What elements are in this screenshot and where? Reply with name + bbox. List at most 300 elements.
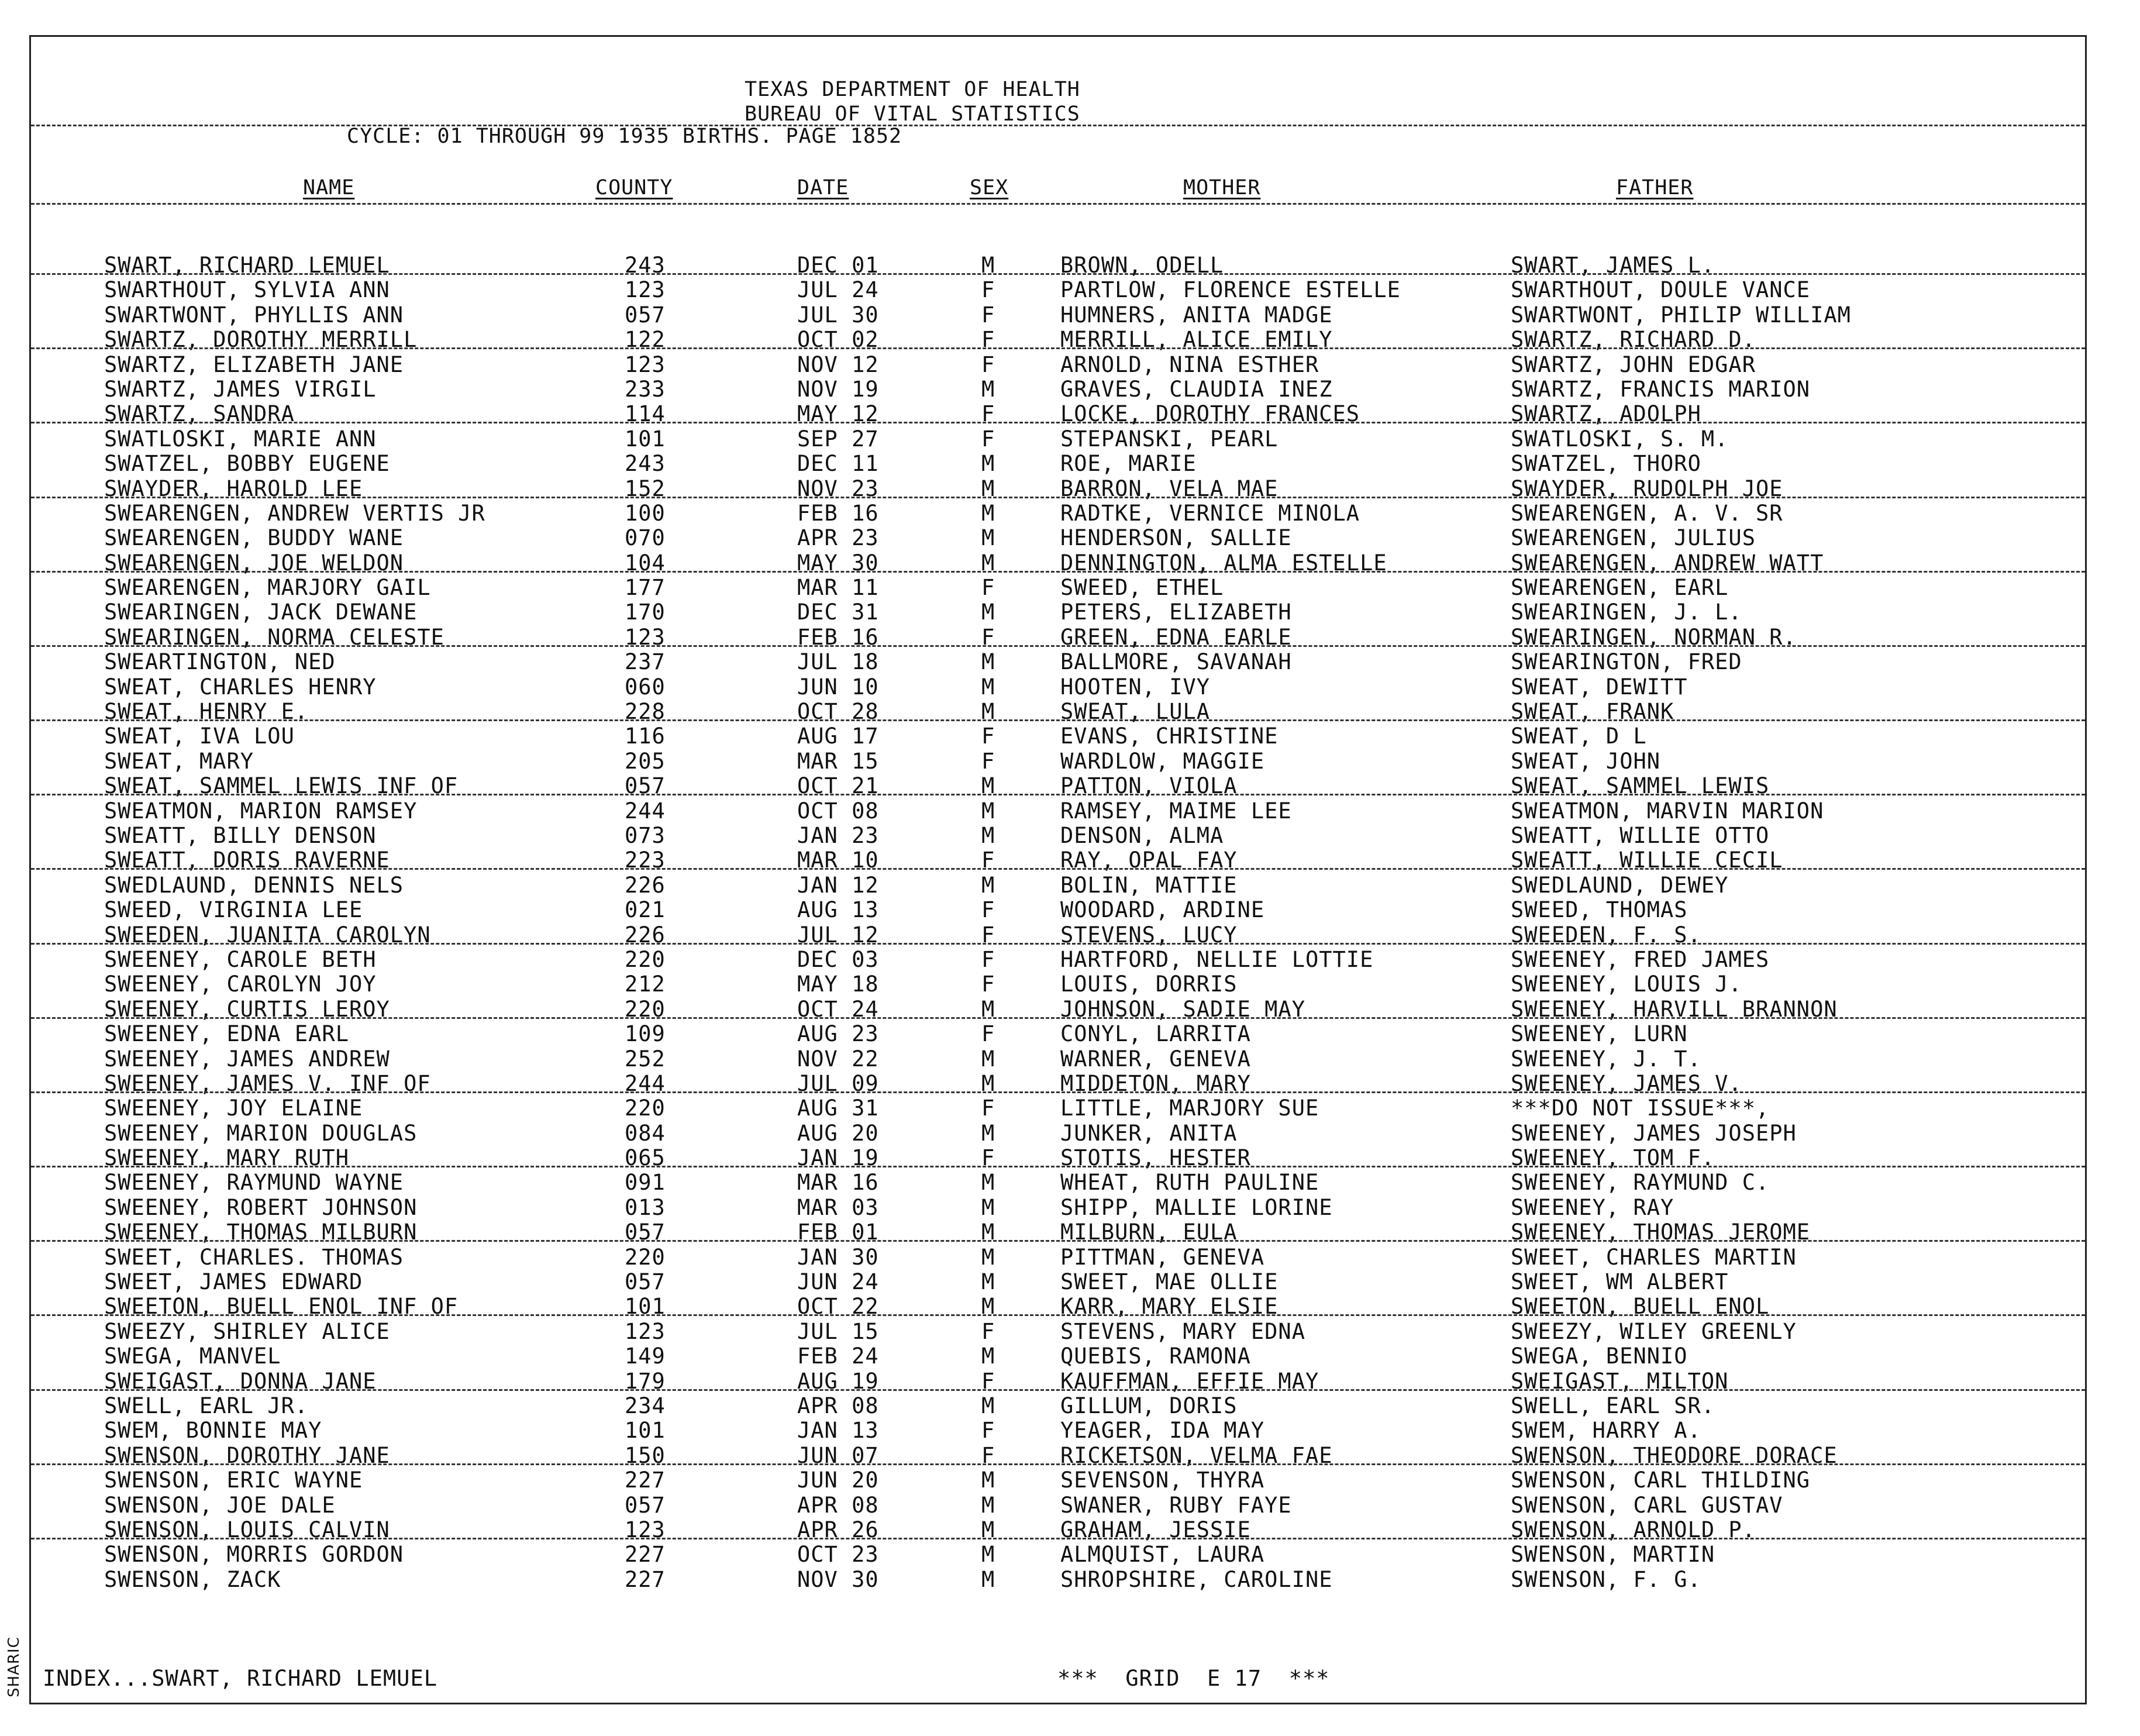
record-sex: M bbox=[981, 1393, 995, 1418]
record-father: SWEEZY, WILEY GREENLY bbox=[1511, 1318, 1797, 1344]
record-mother: PITTMAN, GENEVA bbox=[1060, 1244, 1265, 1270]
bureau-title: BUREAU OF VITAL STATISTICS bbox=[745, 102, 1080, 126]
column-header-sex: SEX bbox=[970, 176, 1009, 199]
record-mother: HUMNERS, ANITA MADGE bbox=[1060, 302, 1333, 328]
birth-records-list bbox=[31, 253, 2085, 1592]
record-name: SWAYDER, HAROLD LEE bbox=[104, 476, 363, 501]
record-date: JUN 10 bbox=[797, 674, 879, 700]
record-date: AUG 23 bbox=[797, 1021, 879, 1047]
record-date: AUG 17 bbox=[797, 724, 879, 749]
record-mother: STEVENS, LUCY bbox=[1060, 922, 1238, 948]
record-mother: BROWN, ODELL bbox=[1060, 253, 1224, 278]
record-county: 227 bbox=[625, 1542, 666, 1568]
record-county: 244 bbox=[625, 1070, 666, 1096]
record-county: 123 bbox=[625, 624, 666, 650]
record-name: SWEDLAUND, DENNIS NELS bbox=[104, 872, 404, 898]
column-header-county: COUNTY bbox=[595, 176, 673, 199]
record-county: 244 bbox=[625, 798, 666, 824]
record-date: AUG 13 bbox=[797, 897, 879, 923]
record-name: SWEATT, BILLY DENSON bbox=[104, 822, 377, 848]
record-sex: F bbox=[981, 302, 995, 328]
record-mother: MIDDETON, MARY bbox=[1060, 1070, 1251, 1096]
record-mother: GILLUM, DORIS bbox=[1060, 1393, 1238, 1418]
record-mother: WARNER, GENEVA bbox=[1060, 1046, 1251, 1072]
record-row bbox=[31, 1320, 2085, 1344]
record-mother: JUNKER, ANITA bbox=[1060, 1120, 1238, 1146]
record-sex: M bbox=[981, 1468, 995, 1493]
record-date: JAN 19 bbox=[797, 1145, 879, 1171]
record-mother: EVANS, CHRISTINE bbox=[1060, 724, 1279, 749]
record-father: SWART, JAMES L. bbox=[1511, 253, 1715, 278]
record-county: 220 bbox=[625, 1244, 666, 1270]
record-name: SWEARTINGTON, NED bbox=[104, 649, 336, 675]
record-father: SWEAT, D L bbox=[1511, 724, 1647, 749]
record-row bbox=[31, 1170, 2085, 1195]
record-mother: SWEED, ETHEL bbox=[1060, 575, 1224, 601]
record-row bbox=[31, 1220, 2085, 1245]
record-name: SWARTZ, JAMES VIRGIL bbox=[104, 376, 377, 402]
record-sex: M bbox=[981, 1120, 995, 1146]
record-sex: F bbox=[981, 1145, 995, 1171]
record-father: SWEENEY, JAMES V. bbox=[1511, 1070, 1742, 1096]
record-father: SWEETON, BUELL ENOL bbox=[1511, 1294, 1770, 1320]
record-county: 243 bbox=[625, 451, 666, 477]
record-row bbox=[31, 997, 2085, 1022]
record-father: SWEARINGEN, J. L. bbox=[1511, 600, 1742, 625]
record-row bbox=[31, 1245, 2085, 1270]
record-row bbox=[31, 650, 2085, 674]
record-mother: BOLIN, MATTIE bbox=[1060, 872, 1238, 898]
record-county: 091 bbox=[625, 1170, 666, 1196]
record-father: SWEENEY, LOUIS J. bbox=[1511, 972, 1742, 997]
record-row bbox=[31, 551, 2085, 576]
record-county: 205 bbox=[625, 748, 666, 774]
record-sex: M bbox=[981, 1244, 995, 1270]
record-father: SWARTZ, JOHN EDGAR bbox=[1511, 352, 1756, 377]
record-date: AUG 31 bbox=[797, 1096, 879, 1121]
record-row bbox=[31, 1369, 2085, 1394]
record-name: SWEENEY, MARION DOUGLAS bbox=[104, 1120, 418, 1146]
record-name: SWENSON, MORRIS GORDON bbox=[104, 1542, 404, 1568]
record-county: 057 bbox=[625, 1269, 666, 1295]
record-date: NOV 30 bbox=[797, 1566, 879, 1592]
record-mother: JOHNSON, SADIE MAY bbox=[1060, 996, 1305, 1022]
record-date: JUN 20 bbox=[797, 1468, 879, 1493]
record-name: SWEAT, HENRY E. bbox=[104, 699, 309, 725]
record-row bbox=[31, 427, 2085, 452]
record-father: SWEARENGEN, A. V. SR bbox=[1511, 500, 1783, 526]
record-sex: F bbox=[981, 327, 995, 353]
record-date: FEB 16 bbox=[797, 500, 879, 526]
record-row bbox=[31, 501, 2085, 526]
record-name: SWEENEY, JOY ELAINE bbox=[104, 1096, 363, 1121]
record-date: JAN 23 bbox=[797, 822, 879, 848]
record-father: SWEED, THOMAS bbox=[1511, 897, 1688, 923]
record-county: 152 bbox=[625, 476, 666, 501]
record-row bbox=[31, 625, 2085, 650]
record-row bbox=[31, 576, 2085, 600]
record-name: SWEARINGEN, JACK DEWANE bbox=[104, 600, 418, 625]
record-sex: M bbox=[981, 1194, 995, 1220]
record-name: SWEENEY, JAMES ANDREW bbox=[104, 1046, 390, 1072]
record-date: APR 23 bbox=[797, 525, 879, 551]
column-header-rule bbox=[31, 203, 2085, 205]
record-date: FEB 01 bbox=[797, 1220, 879, 1245]
record-mother: RAY, OPAL FAY bbox=[1060, 848, 1238, 873]
record-county: 226 bbox=[625, 872, 666, 898]
record-row bbox=[31, 253, 2085, 278]
record-row bbox=[31, 278, 2085, 302]
record-father: SWEIGAST, MILTON bbox=[1511, 1368, 1729, 1394]
record-date: NOV 22 bbox=[797, 1046, 879, 1072]
grid-footer: *** GRID E 17 *** bbox=[1057, 1666, 1330, 1691]
record-county: 220 bbox=[625, 946, 666, 972]
record-sex: M bbox=[981, 1344, 995, 1369]
record-father: SWEATT, WILLIE CECIL bbox=[1511, 848, 1783, 873]
record-father: SWEARINGTON, FRED bbox=[1511, 649, 1742, 675]
column-header-mother: MOTHER bbox=[1183, 176, 1261, 199]
record-mother: STEVENS, MARY EDNA bbox=[1060, 1318, 1305, 1344]
record-sex: M bbox=[981, 1566, 995, 1592]
record-father: SWENSON, MARTIN bbox=[1511, 1542, 1715, 1568]
record-date: MAR 03 bbox=[797, 1194, 879, 1220]
header-rule bbox=[31, 125, 2085, 126]
record-father: ***DO NOT ISSUE***, bbox=[1511, 1096, 1770, 1121]
column-header-name: NAME bbox=[303, 176, 355, 199]
record-sex: F bbox=[981, 1096, 995, 1121]
record-mother: SHROPSHIRE, CAROLINE bbox=[1060, 1566, 1333, 1592]
record-name: SWEENEY, MARY RUTH bbox=[104, 1145, 349, 1171]
record-county: 123 bbox=[625, 277, 666, 303]
record-father: SWEENEY, TOM F. bbox=[1511, 1145, 1715, 1171]
record-father: SWEENEY, JAMES JOSEPH bbox=[1511, 1120, 1797, 1146]
record-mother: SEVENSON, THYRA bbox=[1060, 1468, 1265, 1493]
record-county: 101 bbox=[625, 1294, 666, 1320]
record-name: SWEEDEN, JUANITA CAROLYN bbox=[104, 922, 431, 948]
record-county: 073 bbox=[625, 822, 666, 848]
record-mother: STOTIS, HESTER bbox=[1060, 1145, 1251, 1171]
record-mother: LITTLE, MARJORY SUE bbox=[1060, 1096, 1319, 1121]
record-county: 228 bbox=[625, 699, 666, 725]
record-sex: F bbox=[981, 1318, 995, 1344]
record-name: SWEENEY, RAYMUND WAYNE bbox=[104, 1170, 404, 1196]
record-county: 021 bbox=[625, 897, 666, 923]
department-title: TEXAS DEPARTMENT OF HEALTH bbox=[745, 78, 1080, 101]
record-county: 100 bbox=[625, 500, 666, 526]
record-sex: M bbox=[981, 1517, 995, 1542]
record-county: 226 bbox=[625, 922, 666, 948]
record-row bbox=[31, 873, 2085, 898]
record-row bbox=[31, 774, 2085, 798]
record-father: SWEARINGEN, NORMAN R. bbox=[1511, 624, 1797, 650]
record-father: SWEAT, JOHN bbox=[1511, 748, 1661, 774]
record-sex: F bbox=[981, 1442, 995, 1468]
index-page bbox=[29, 35, 2087, 1704]
record-county: 223 bbox=[625, 848, 666, 873]
record-county: 101 bbox=[625, 426, 666, 452]
record-row bbox=[31, 898, 2085, 922]
record-name: SWEENEY, JAMES V. INF OF bbox=[104, 1070, 431, 1096]
record-name: SWEARENGEN, JOE WELDON bbox=[104, 550, 404, 576]
record-name: SWATLOSKI, MARIE ANN bbox=[104, 426, 377, 452]
record-date: OCT 02 bbox=[797, 327, 879, 353]
record-mother: SWANER, RUBY FAYE bbox=[1060, 1492, 1292, 1518]
record-name: SWEARENGEN, MARJORY GAIL bbox=[104, 575, 431, 601]
record-name: SWEENEY, CAROLYN JOY bbox=[104, 972, 377, 997]
record-row bbox=[31, 526, 2085, 550]
record-father: SWEENEY, RAYMUND C. bbox=[1511, 1170, 1770, 1196]
record-date: APR 08 bbox=[797, 1492, 879, 1518]
record-county: 227 bbox=[625, 1566, 666, 1592]
record-name: SWEARENGEN, ANDREW VERTIS JR bbox=[104, 500, 485, 526]
record-name: SWEATMON, MARION RAMSEY bbox=[104, 798, 418, 824]
record-mother: HARTFORD, NELLIE LOTTIE bbox=[1060, 946, 1374, 972]
record-mother: SHIPP, MALLIE LORINE bbox=[1060, 1194, 1333, 1220]
record-name: SWEED, VIRGINIA LEE bbox=[104, 897, 363, 923]
record-county: 212 bbox=[625, 972, 666, 997]
record-name: SWEENEY, ROBERT JOHNSON bbox=[104, 1194, 418, 1220]
record-mother: HOOTEN, IVY bbox=[1060, 674, 1211, 700]
record-row bbox=[31, 1196, 2085, 1220]
record-father: SWEARENGEN, JULIUS bbox=[1511, 525, 1756, 551]
record-date: AUG 19 bbox=[797, 1368, 879, 1394]
record-mother: WOODARD, ARDINE bbox=[1060, 897, 1265, 923]
record-row bbox=[31, 700, 2085, 724]
record-name: SWEAT, CHARLES HENRY bbox=[104, 674, 377, 700]
record-row bbox=[31, 303, 2085, 328]
record-sex: M bbox=[981, 773, 995, 799]
record-county: 149 bbox=[625, 1344, 666, 1369]
record-father: SWARTZ, ADOLPH bbox=[1511, 401, 1701, 427]
record-name: SWEAT, SAMMEL LEWIS INF OF bbox=[104, 773, 459, 799]
record-date: DEC 31 bbox=[797, 600, 879, 625]
record-sex: F bbox=[981, 972, 995, 997]
record-date: OCT 23 bbox=[797, 1542, 879, 1568]
record-name: SWEIGAST, DONNA JANE bbox=[104, 1368, 377, 1394]
record-father: SWEARENGEN, EARL bbox=[1511, 575, 1729, 601]
record-date: JUL 15 bbox=[797, 1318, 879, 1344]
record-row bbox=[31, 1096, 2085, 1121]
record-mother: ROE, MARIE bbox=[1060, 451, 1197, 477]
record-mother: PETERS, ELIZABETH bbox=[1060, 600, 1292, 625]
record-date: MAR 10 bbox=[797, 848, 879, 873]
record-date: JUL 30 bbox=[797, 302, 879, 328]
record-father: SWEDLAUND, DEWEY bbox=[1511, 872, 1729, 898]
record-sex: F bbox=[981, 426, 995, 452]
record-sex: M bbox=[981, 1070, 995, 1096]
record-row bbox=[31, 948, 2085, 972]
record-county: 057 bbox=[625, 773, 666, 799]
record-father: SWEENEY, HARVILL BRANNON bbox=[1511, 996, 1838, 1022]
record-sex: M bbox=[981, 550, 995, 576]
record-county: 150 bbox=[625, 1442, 666, 1468]
record-sex: F bbox=[981, 1021, 995, 1047]
record-county: 123 bbox=[625, 1318, 666, 1344]
record-row bbox=[31, 1121, 2085, 1146]
record-sex: F bbox=[981, 1368, 995, 1394]
record-sex: M bbox=[981, 500, 995, 526]
record-sex: F bbox=[981, 922, 995, 948]
record-father: SWARTZ, FRANCIS MARION bbox=[1511, 376, 1811, 402]
record-sex: M bbox=[981, 1294, 995, 1320]
record-county: 057 bbox=[625, 1220, 666, 1245]
record-father: SWARTZ, RICHARD D. bbox=[1511, 327, 1756, 353]
record-county: 116 bbox=[625, 724, 666, 749]
column-header-father: FATHER bbox=[1616, 176, 1694, 199]
record-sex: M bbox=[981, 674, 995, 700]
record-date: JUN 07 bbox=[797, 1442, 879, 1468]
record-name: SWENSON, LOUIS CALVIN bbox=[104, 1517, 390, 1542]
cycle-line: CYCLE: 01 THROUGH 99 1935 BIRTHS. PAGE 1852 bbox=[347, 125, 902, 148]
record-county: 234 bbox=[625, 1393, 666, 1418]
record-name: SWARTZ, ELIZABETH JANE bbox=[104, 352, 404, 377]
record-father: SWEEDEN, F. S. bbox=[1511, 922, 1701, 948]
record-mother: QUEBIS, RAMONA bbox=[1060, 1344, 1251, 1369]
record-row bbox=[31, 1568, 2085, 1592]
record-date: FEB 24 bbox=[797, 1344, 879, 1369]
record-mother: LOUIS, DORRIS bbox=[1060, 972, 1238, 997]
record-mother: PATTON, VIOLA bbox=[1060, 773, 1238, 799]
record-mother: LOCKE, DOROTHY FRANCES bbox=[1060, 401, 1360, 427]
record-sex: F bbox=[981, 897, 995, 923]
record-date: JUL 24 bbox=[797, 277, 879, 303]
record-name: SWEAT, MARY bbox=[104, 748, 254, 774]
record-date: APR 26 bbox=[797, 1517, 879, 1542]
record-row bbox=[31, 377, 2085, 402]
record-county: 220 bbox=[625, 996, 666, 1022]
record-row bbox=[31, 799, 2085, 824]
record-name: SWEENEY, CURTIS LEROY bbox=[104, 996, 390, 1022]
record-mother: HENDERSON, SALLIE bbox=[1060, 525, 1292, 551]
record-row bbox=[31, 848, 2085, 873]
record-father: SWEET, WM ALBERT bbox=[1511, 1269, 1729, 1295]
record-row bbox=[31, 1542, 2085, 1567]
record-name: SWART, RICHARD LEMUEL bbox=[104, 253, 390, 278]
record-row bbox=[31, 402, 2085, 426]
record-sex: F bbox=[981, 401, 995, 427]
record-father: SWEARENGEN, ANDREW WATT bbox=[1511, 550, 1824, 576]
record-county: 109 bbox=[625, 1021, 666, 1047]
record-mother: RADTKE, VERNICE MINOLA bbox=[1060, 500, 1360, 526]
record-row bbox=[31, 353, 2085, 377]
record-county: 070 bbox=[625, 525, 666, 551]
record-sex: M bbox=[981, 649, 995, 675]
record-sex: M bbox=[981, 525, 995, 551]
record-mother: CONYL, LARRITA bbox=[1060, 1021, 1251, 1047]
record-date: JUL 12 bbox=[797, 922, 879, 948]
record-row bbox=[31, 1344, 2085, 1369]
record-county: 057 bbox=[625, 1492, 666, 1518]
record-name: SWEM, BONNIE MAY bbox=[104, 1418, 322, 1444]
record-father: SWEATMON, MARVIN MARION bbox=[1511, 798, 1824, 824]
record-row bbox=[31, 1518, 2085, 1542]
record-sex: M bbox=[981, 996, 995, 1022]
record-sex: M bbox=[981, 476, 995, 501]
record-sex: M bbox=[981, 1220, 995, 1245]
record-mother: RICKETSON, VELMA FAE bbox=[1060, 1442, 1333, 1468]
record-county: 233 bbox=[625, 376, 666, 402]
record-name: SWARTHOUT, SYLVIA ANN bbox=[104, 277, 390, 303]
record-mother: MILBURN, EULA bbox=[1060, 1220, 1238, 1245]
record-mother: GRAHAM, JESSIE bbox=[1060, 1517, 1251, 1542]
record-father: SWENSON, THEODORE DORACE bbox=[1511, 1442, 1838, 1468]
record-row bbox=[31, 477, 2085, 501]
record-row bbox=[31, 675, 2085, 700]
record-sex: M bbox=[981, 1492, 995, 1518]
record-father: SWEAT, FRANK bbox=[1511, 699, 1674, 725]
record-father: SWATLOSKI, S. M. bbox=[1511, 426, 1729, 452]
record-father: SWEENEY, RAY bbox=[1511, 1194, 1674, 1220]
record-mother: DENNINGTON, ALMA ESTELLE bbox=[1060, 550, 1387, 576]
record-county: 227 bbox=[625, 1468, 666, 1493]
record-date: SEP 27 bbox=[797, 426, 879, 452]
record-date: DEC 01 bbox=[797, 253, 879, 278]
record-county: 123 bbox=[625, 352, 666, 377]
record-row bbox=[31, 1146, 2085, 1170]
record-father: SWEENEY, LURN bbox=[1511, 1021, 1688, 1047]
record-father: SWENSON, CARL THILDING bbox=[1511, 1468, 1811, 1493]
record-mother: ARNOLD, NINA ESTHER bbox=[1060, 352, 1319, 377]
record-sex: F bbox=[981, 624, 995, 650]
record-date: JAN 12 bbox=[797, 872, 879, 898]
record-father: SWENSON, F. G. bbox=[1511, 1566, 1701, 1592]
record-name: SWARTWONT, PHYLLIS ANN bbox=[104, 302, 404, 328]
side-tag bbox=[2, 1635, 26, 1699]
record-name: SWEET, JAMES EDWARD bbox=[104, 1269, 363, 1295]
record-county: 084 bbox=[625, 1120, 666, 1146]
record-date: OCT 21 bbox=[797, 773, 879, 799]
record-sex: F bbox=[981, 946, 995, 972]
record-date: NOV 19 bbox=[797, 376, 879, 402]
record-father: SWENSON, ARNOLD P. bbox=[1511, 1517, 1756, 1542]
record-row bbox=[31, 1468, 2085, 1493]
record-name: SWENSON, JOE DALE bbox=[104, 1492, 336, 1518]
record-father: SWEGA, BENNIO bbox=[1511, 1344, 1688, 1369]
record-sex: M bbox=[981, 451, 995, 477]
record-sex: M bbox=[981, 376, 995, 402]
record-row bbox=[31, 923, 2085, 948]
record-county: 122 bbox=[625, 327, 666, 353]
record-date: DEC 03 bbox=[797, 946, 879, 972]
record-father: SWEENEY, J. T. bbox=[1511, 1046, 1701, 1072]
record-name: SWENSON, DOROTHY JANE bbox=[104, 1442, 390, 1468]
record-mother: PARTLOW, FLORENCE ESTELLE bbox=[1060, 277, 1401, 303]
record-date: JUL 09 bbox=[797, 1070, 879, 1096]
side-tag-text: SHARIC bbox=[5, 1637, 23, 1697]
record-name: SWEARENGEN, BUDDY WANE bbox=[104, 525, 404, 551]
record-father: SWEATT, WILLIE OTTO bbox=[1511, 822, 1770, 848]
record-mother: KAUFFMAN, EFFIE MAY bbox=[1060, 1368, 1319, 1394]
record-row bbox=[31, 1270, 2085, 1294]
record-father: SWEENEY, THOMAS JEROME bbox=[1511, 1220, 1811, 1245]
record-father: SWEAT, SAMMEL LEWIS bbox=[1511, 773, 1770, 799]
record-county: 170 bbox=[625, 600, 666, 625]
record-date: MAR 15 bbox=[797, 748, 879, 774]
record-name: SWEENEY, EDNA EARL bbox=[104, 1021, 349, 1047]
record-county: 220 bbox=[625, 1096, 666, 1121]
record-county: 101 bbox=[625, 1418, 666, 1444]
record-name: SWEARINGEN, NORMA CELESTE bbox=[104, 624, 444, 650]
record-date: OCT 08 bbox=[797, 798, 879, 824]
record-mother: WARDLOW, MAGGIE bbox=[1060, 748, 1265, 774]
record-name: SWEAT, IVA LOU bbox=[104, 724, 295, 749]
record-name: SWENSON, ZACK bbox=[104, 1566, 281, 1592]
record-date: JUL 18 bbox=[797, 649, 879, 675]
record-sex: M bbox=[981, 1269, 995, 1295]
record-sex: F bbox=[981, 277, 995, 303]
record-county: 114 bbox=[625, 401, 666, 427]
record-father: SWAYDER, RUDOLPH JOE bbox=[1511, 476, 1783, 501]
